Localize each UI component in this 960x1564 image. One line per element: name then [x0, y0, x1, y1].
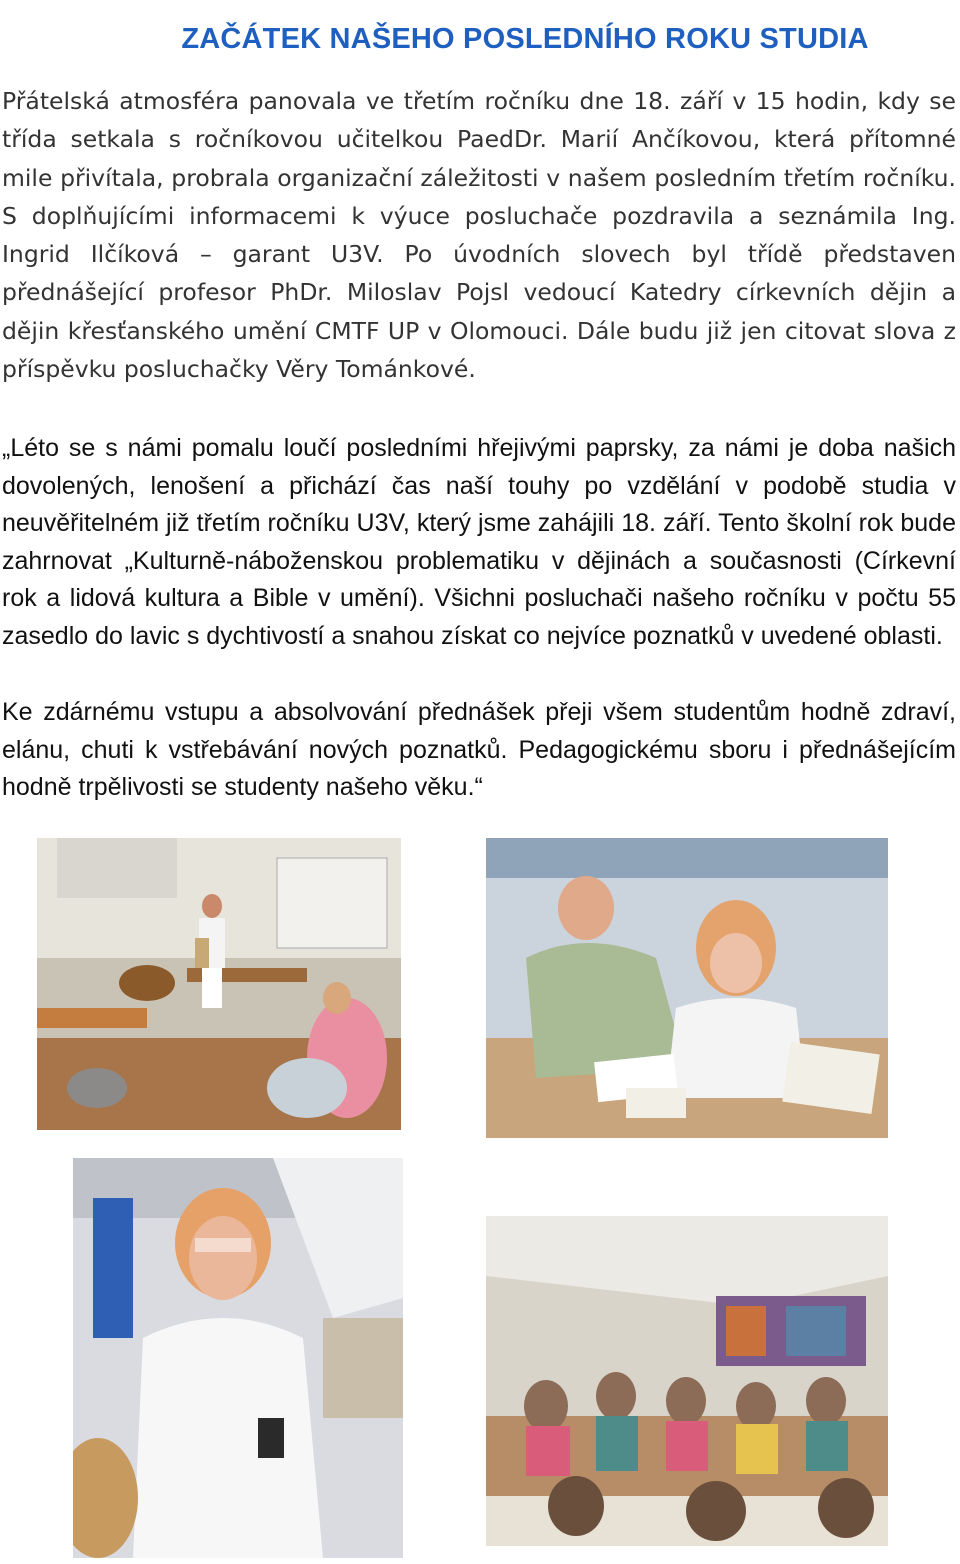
photo-woman-speaking	[73, 1158, 403, 1558]
photo-classroom-teacher	[37, 838, 401, 1130]
closing-paragraph: Ke zdárnému vstupu a absolvování přednášek přeji všem studentům hodně zdraví, elánu, chuti k vstřebávání nových poznatků. Pedagogickému sboru i přednášejícím hodně trpělivosti se studenty našeho věku.“	[2, 698, 956, 802]
intro-paragraph: Přátelská atmosféra panovala ve třetím ročníku dne 18. září v 15 hodin, kdy se třída setkala s ročníkovou učitelkou PaedDr. Marií Ančíkovou, která přítomné mile přivítala, probrala organizační záležitosti v našem posledním třetím ročníku. S doplňujícími informacemi k výuce posluchače pozdravila a seznámila Ing. Ingrid Ilčíková – garant U3V. Po úvodních slovech byl třídě představen přednášející profesor PhDr. Miloslav Pojsl vedoucí Katedry církevních dějin a dějin křesťanského umění CMTF UP v Olomouci. Dále budu již jen citovat slova z příspěvku posluchačky Věry Tománkové.	[2, 87, 956, 384]
photo-professor-at-desk	[486, 838, 888, 1138]
photo-audience-in-classroom	[486, 1216, 888, 1546]
quote-paragraph: „Léto se s námi pomalu loučí posledními hřejivými paprsky, za námi je doba našich dovolených, lenošení a přichází čas naší touhy po vzdělání v podobě studia v neuvěřitelném již třetím ročníku U3V, který jsme zahájili 18. září. Tento školní rok bude zahrnovat „Kulturně-náboženskou problematiku v dějinách a současnosti (Církevní rok a lidová kultura a Bible v umění). Všichni posluchači našeho ročníku v počtu 55 zasedlo do lavic s dychtivostí a snahou získat co nejvíce poznatků v uvedené oblasti.	[2, 434, 956, 650]
article-title: ZAČÁTEK NAŠEHO POSLEDNÍHO ROKU STUDIA	[181, 23, 869, 56]
